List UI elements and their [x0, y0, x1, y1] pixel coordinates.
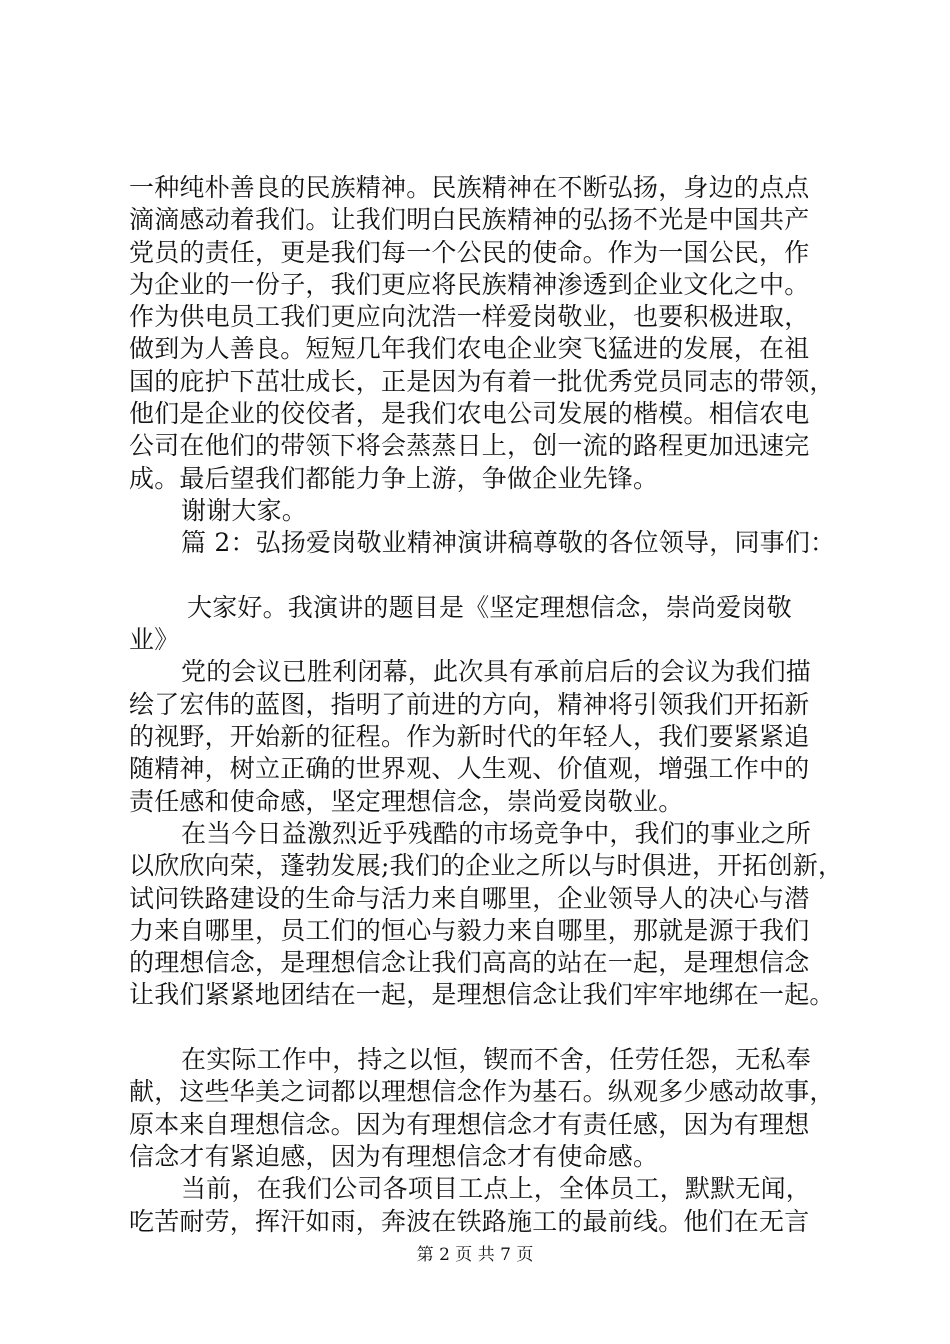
text-line: 他们是企业的佼佼者，是我们农电公司发展的楷模。相信农电 — [129, 399, 810, 429]
text-line: 作为供电员工我们更应向沈浩一样爱岗敬业，也要积极进取， — [129, 302, 810, 332]
text-line: 以欣欣向荣，蓬勃发展;我们的企业之所以与时俱进，开拓创新， — [129, 851, 844, 881]
blank-line — [129, 1012, 829, 1044]
text-line: 吃苦耐劳，挥汗如雨，奔波在铁路施工的最前线。他们在无言 — [129, 1206, 810, 1236]
text-line: 的理想信念，是理想信念让我们高高的站在一起，是理想信念 — [129, 948, 810, 978]
text-line: 滴滴感动着我们。让我们明白民族精神的弘扬不光是中国共产 — [129, 205, 810, 235]
text-line: 让我们紧紧地团结在一起，是理想信念让我们牢牢地绑在一起。 — [129, 980, 835, 1010]
speech-title-line: 大家好。我演讲的题目是《坚定理想信念，崇尚爱岗敬 — [187, 592, 792, 622]
text-line: 试问铁路建设的生命与活力来自哪里，企业领导人的决心与潜 — [129, 883, 810, 913]
paragraph-start: 党的会议已胜利闭幕，此次具有承前启后的会议为我们描 — [181, 657, 812, 687]
section-heading: 篇 2：弘扬爱岗敬业精神演讲稿尊敬的各位领导，同事们： — [181, 528, 836, 558]
text-line: 国的庇护下茁壮成长，正是因为有着一批优秀党员同志的带领， — [129, 366, 835, 396]
text-line: 责任感和使命感，坚定理想信念，崇尚爱岗敬业。 — [129, 786, 684, 816]
text-line: 做到为人善良。短短几年我们农电企业突飞猛进的发展，在祖 — [129, 334, 810, 364]
text-line: 原本来自理想信念。因为有理想信念才有责任感，因为有理想 — [129, 1109, 810, 1139]
text-line: 业》 — [129, 625, 180, 655]
body-text — [129, 172, 844, 1238]
text-line: 为企业的一份子，我们更应将民族精神渗透到企业文化之中。 — [129, 269, 810, 299]
text-line: 力来自哪里，员工们的恒心与毅力来自哪里，那就是源于我们 — [129, 915, 810, 945]
blank-line — [129, 560, 829, 592]
text-line: 随精神，树立正确的世界观、人生观、价值观，增强工作中的 — [129, 754, 810, 784]
paragraph-start: 在实际工作中，持之以恒，锲而不舍，任劳任怨，无私奉 — [181, 1045, 812, 1075]
text-line: 党员的责任，更是我们每一个公民的使命。作为一国公民，作 — [129, 237, 810, 267]
text-line: 献，这些华美之词都以理想信念作为基石。纵观多少感动故事， — [129, 1077, 835, 1107]
closing-line: 谢谢大家。 — [181, 495, 308, 525]
paragraph-start: 当前，在我们公司各项目工点上，全体员工，默默无闻， — [181, 1174, 812, 1204]
text-line: 成。最后望我们都能力争上游，争做企业先锋。 — [129, 463, 659, 493]
text-line: 信念才有紧迫感，因为有理想信念才有使命感。 — [129, 1141, 659, 1171]
page-number-footer: 第 2 页 共 7 页 — [416, 1245, 534, 1265]
paragraph-start: 在当今日益激烈近乎残酷的市场竞争中，我们的事业之所 — [181, 818, 812, 848]
text-line: 绘了宏伟的蓝图，指明了前进的方向，精神将引领我们开拓新 — [129, 689, 810, 719]
text-line: 一种纯朴善良的民族精神。民族精神在不断弘扬，身边的点点 — [129, 173, 810, 202]
text-line: 的视野，开始新的征程。作为新时代的年轻人，我们要紧紧追 — [129, 722, 810, 752]
text-line: 公司在他们的带领下将会蒸蒸日上，创一流的路程更加迅速完 — [129, 431, 810, 461]
